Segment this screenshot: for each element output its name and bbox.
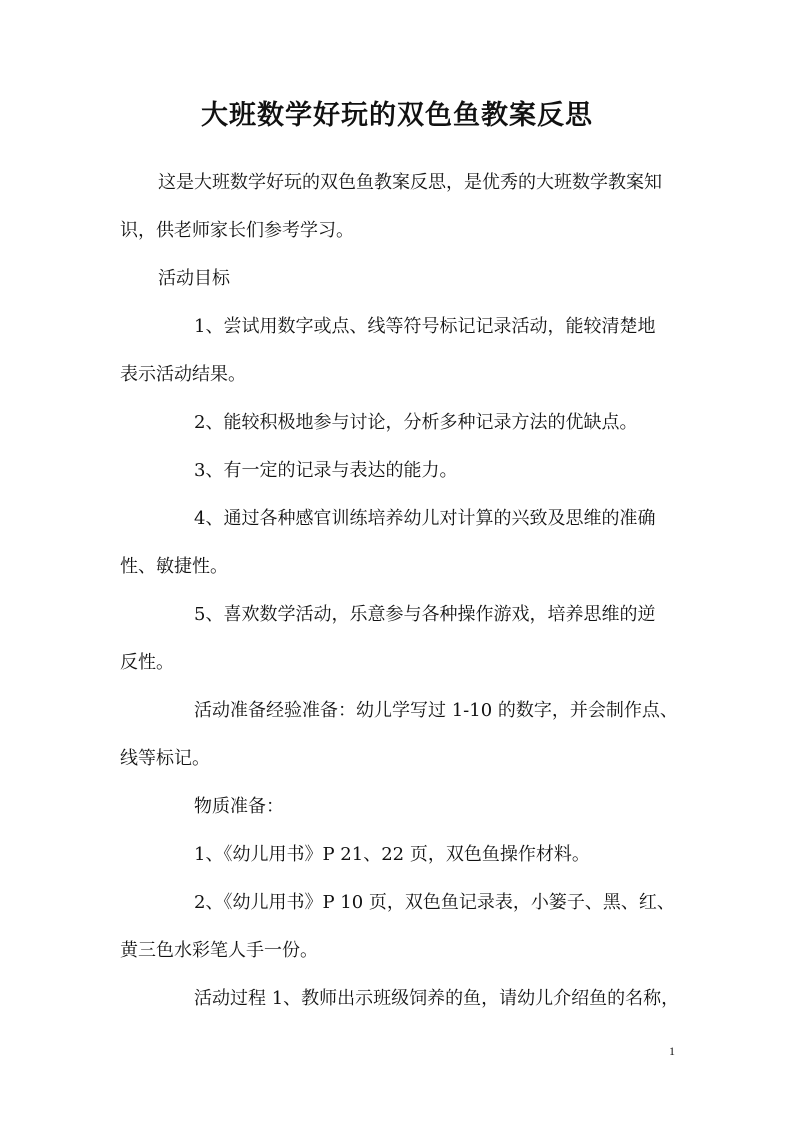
page-number: 1 [669, 1044, 675, 1058]
paragraph-line: 5、喜欢数学活动，乐意参与各种操作游戏，培养思维的逆 [194, 604, 656, 625]
paragraph-line: 性、敏捷性。 [120, 556, 228, 577]
section-heading: 物质准备： [194, 796, 284, 817]
paragraph-line: 3、有一定的记录与表达的能力。 [194, 460, 458, 481]
paragraph-line: 2、能较积极地参与讨论，分析多种记录方法的优缺点。 [194, 412, 638, 433]
paragraph-line: 这是大班数学好玩的双色鱼教案反思，是优秀的大班数学教案知 [158, 172, 662, 193]
paragraph-line: 黄三色水彩笔人手一份。 [120, 940, 318, 961]
paragraph-line: 1、《幼儿用书》P 21、22 页，双色鱼操作材料。 [194, 844, 590, 865]
document-title: 大班数学好玩的双色鱼教案反思 [201, 100, 593, 131]
section-heading: 活动目标 [158, 268, 230, 289]
paragraph-line: 1、尝试用数字或点、线等符号标记记录活动，能较清楚地 [194, 316, 656, 337]
paragraph-line: 线等标记。 [120, 748, 210, 769]
paragraph-line: 活动过程 1、教师出示班级饲养的鱼，请幼儿介绍鱼的名称， [194, 988, 680, 1009]
paragraph-line: 识，供老师家长们参考学习。 [120, 220, 354, 241]
paragraph-line: 活动准备经验准备：幼儿学写过 1-10 的数字，并会制作点、 [194, 700, 678, 721]
paragraph-line: 表示活动结果。 [120, 364, 246, 385]
paragraph-line: 反性。 [120, 652, 174, 673]
paragraph-line: 2、《幼儿用书》P 10 页，双色鱼记录表，小篓子、黑、红、 [194, 892, 675, 913]
paragraph-line: 4、通过各种感官训练培养幼儿对计算的兴致及思维的准确 [194, 508, 656, 529]
